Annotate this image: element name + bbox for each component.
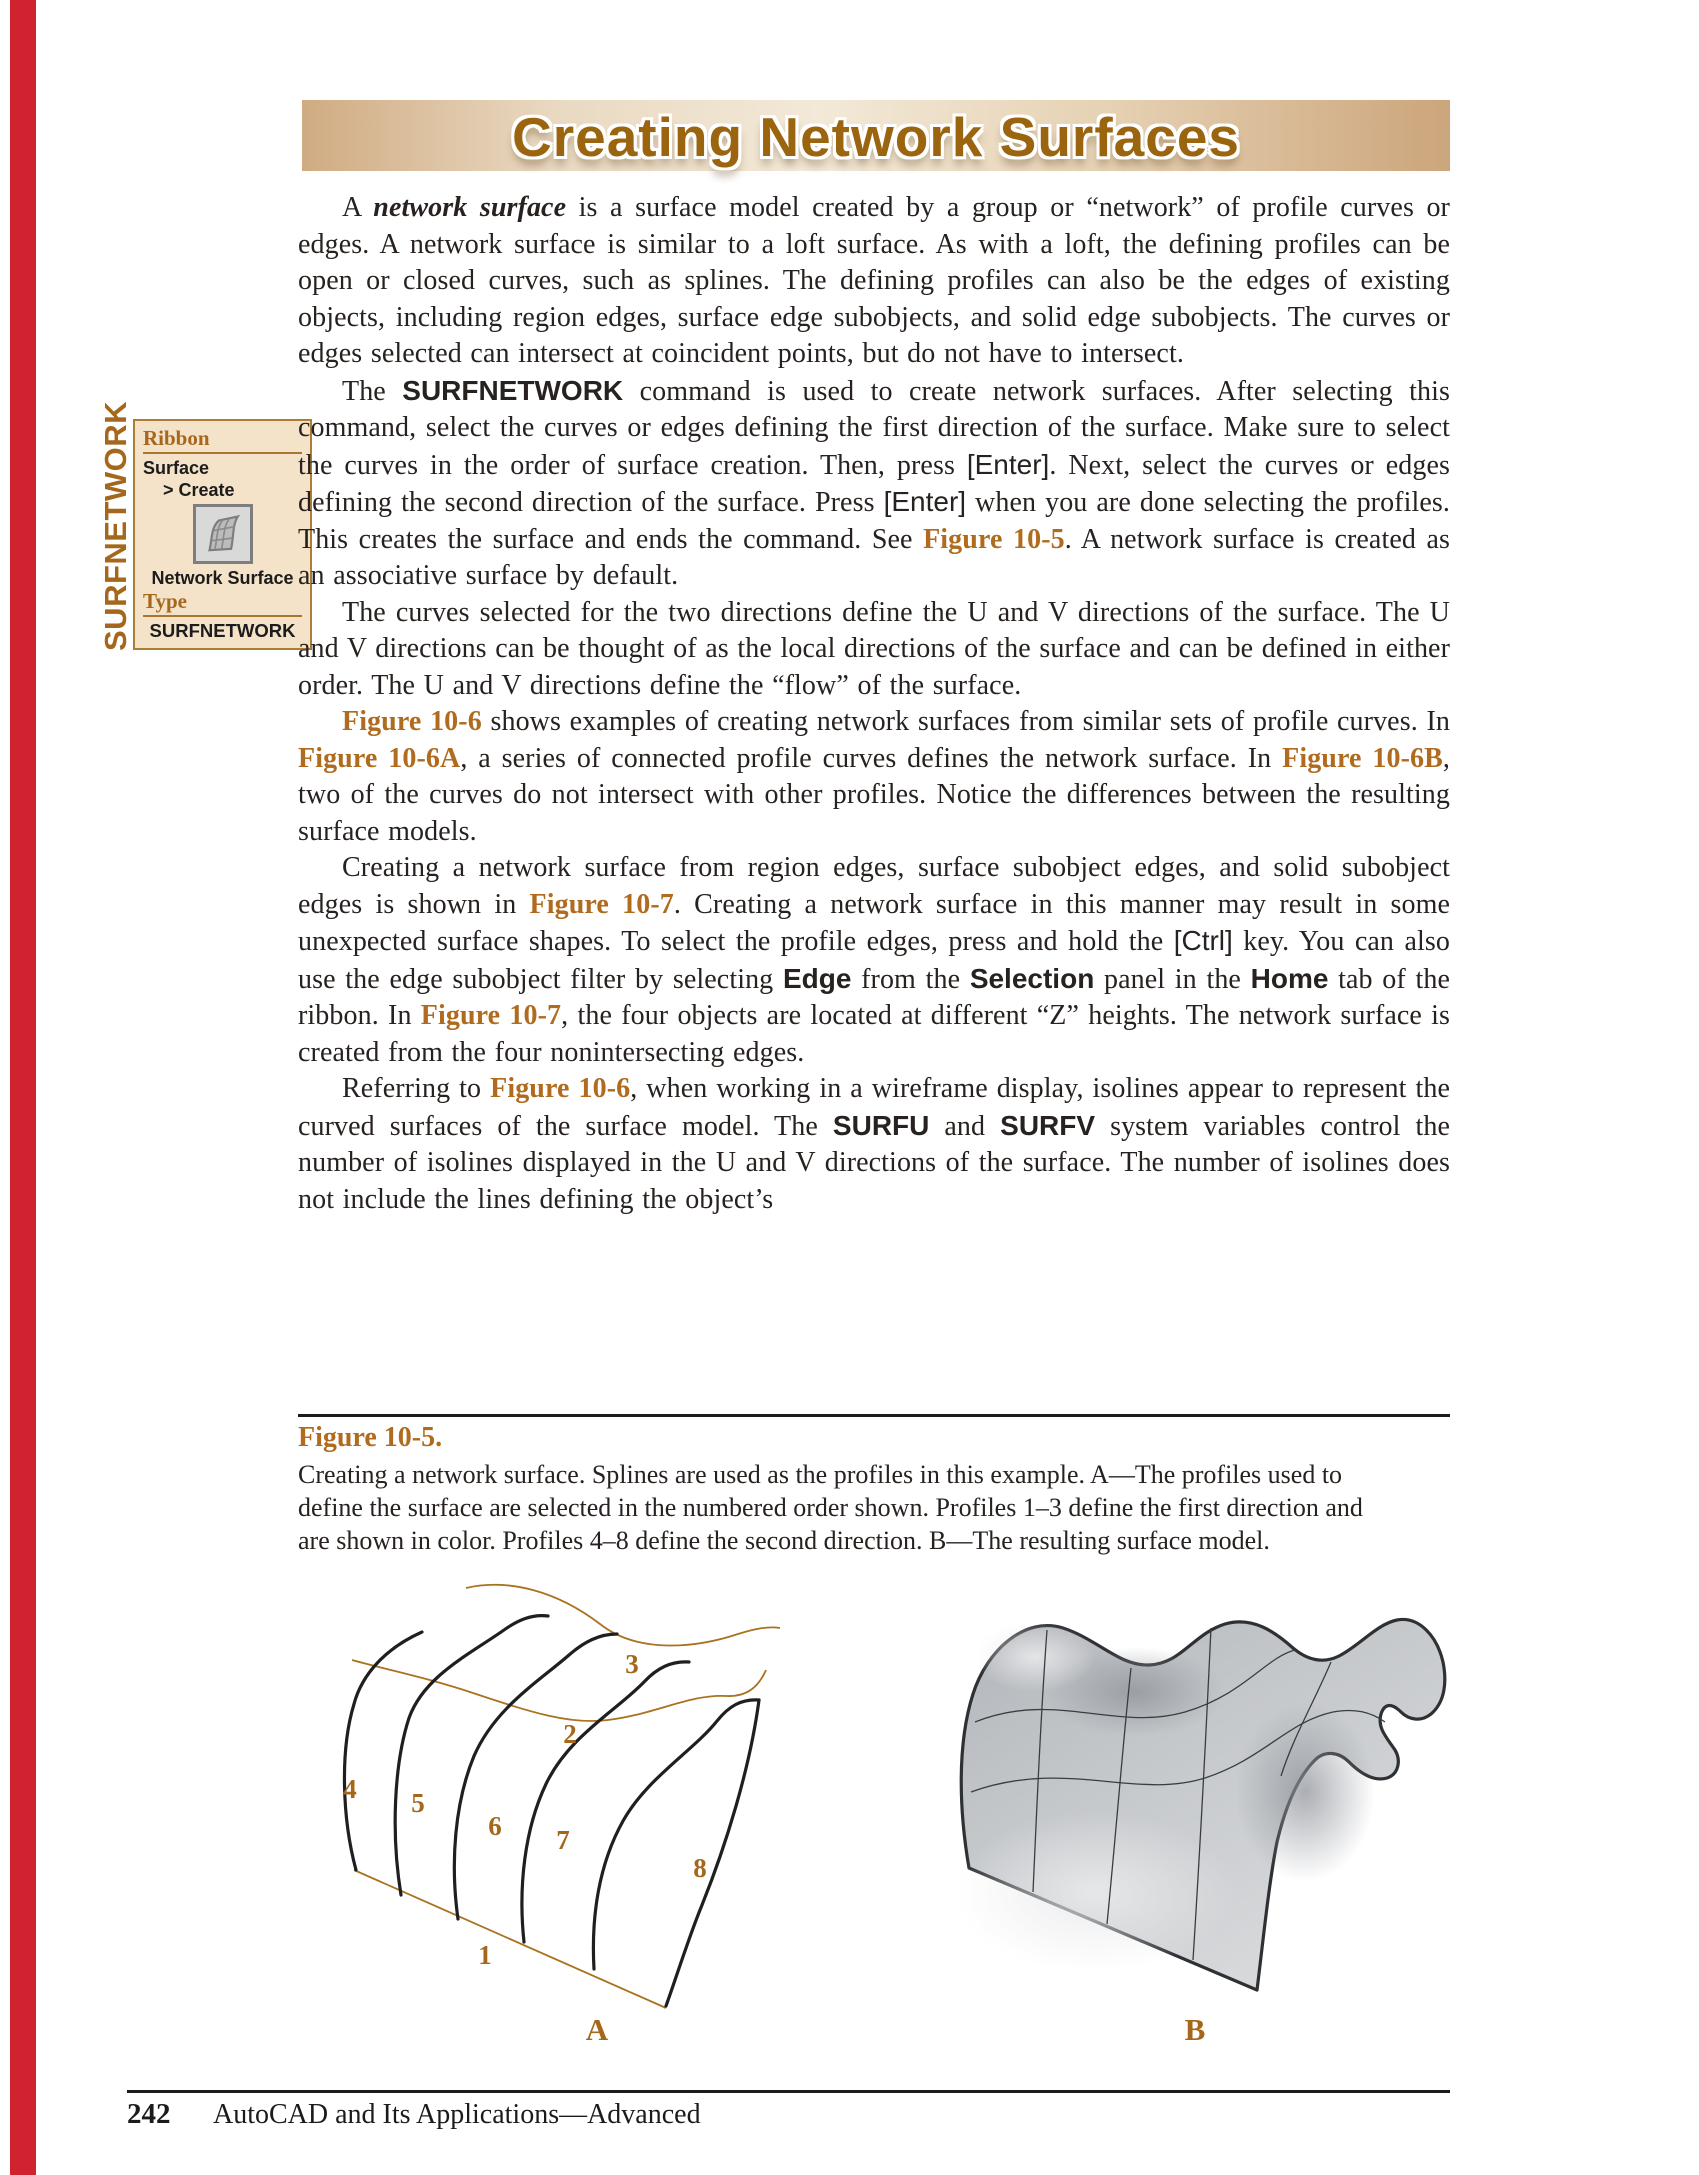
figure-caption: Creating a network surface. Splines are used as the profiles in this example. A—The profiles used to define the surface are selected in the numbered order shown. Profiles 1–3 define the first direction and are shown in color. Profiles 4–8 define the second direction. B—The resulting surface model. xyxy=(298,1460,1363,1555)
figure-b-label: B xyxy=(1184,2012,1206,2047)
profile-number: 5 xyxy=(411,1788,425,1818)
profile-number: 7 xyxy=(556,1825,570,1855)
surface-highlight xyxy=(955,1812,1235,1972)
page-title: Creating Network Surfaces xyxy=(512,106,1240,168)
body-paragraph: A network surface is a surface model created by a group or “network” of profile curves or edges. A network surface is similar to a loft surface. As with a loft, the defining profiles can be open or closed curves, such as splines. The defining profiles can also be the edges of existing objects, including region edges, surface edge subobjects, and solid edge subobjects. The curves or edges selected can intersect at coincident points, but do not have to intersect. xyxy=(298,192,1450,369)
profile-number: 3 xyxy=(625,1649,639,1679)
profile-number: 2 xyxy=(563,1719,577,1749)
menu-path-root: Surface xyxy=(143,458,210,478)
surface-highlight xyxy=(975,1622,1095,1692)
divider xyxy=(143,452,302,454)
figure-a-label: A xyxy=(585,2012,609,2047)
figure-a-drawing xyxy=(238,1578,803,2033)
command-name: SURFNETWORK xyxy=(149,620,296,641)
body-paragraph: The curves selected for the two directions define the U and V directions of the surface. The U and V directions can be thought of as the local directions of the surface and can be defined in either order. The U and V directions define the “flow” of the surface. xyxy=(298,596,1450,701)
body-paragraph: The SURFNETWORK command is used to create network surfaces. After selecting this command, select the curves or edges defining the first direction of the surface. Make sure to select the curves in the order of surface creation. Then, press [Enter]. Next, select the curves or edges defining the second direction of the surface. Press [Enter] when you are done selecting the profiles. This creates the surface and ends the command. See Figure 10-5. A network surface is created as an associative surface by default. xyxy=(298,374,1450,591)
profile-number-labels xyxy=(343,1649,707,1970)
surface-shadow xyxy=(1235,1702,1375,1882)
ribbon-reference-box xyxy=(133,419,312,650)
title-banner xyxy=(302,100,1450,171)
profile-number: 8 xyxy=(693,1853,707,1883)
network-surface-icon xyxy=(193,504,253,564)
body-paragraph: Figure 10-6 shows examples of creating network surfaces from similar sets of profile curves. In Figure 10-6A, a series of connected profile curves defines the network surface. In Figure 10-6B, two of the curves do not intersect with other profiles. Notice the differences between the resulting surface models. xyxy=(298,706,1450,847)
figure-divider xyxy=(298,1414,1450,1417)
profile-number: 1 xyxy=(478,1940,492,1970)
profile-number: 6 xyxy=(488,1811,502,1841)
body-paragraph: Creating a network surface from region edges, surface subobject edges, and solid subobject edges is shown in Figure 10-7. Creating a network surface in this manner may result in some unexpected surface shapes. To select the profile edges, press and hold the [Ctrl] key. You can also use the edge subobject filter by selecting Edge from the Selection panel in the Home tab of the ribbon. In Figure 10-7, the four objects are located at different “Z” heights. The network surface is created from the four nonintersecting edges. xyxy=(298,852,1450,1068)
figure-b-drawing xyxy=(935,1562,1495,2032)
icon-caption: Network Surface xyxy=(151,568,294,588)
ribbon-heading: Ribbon xyxy=(143,426,210,450)
footer-rule xyxy=(127,2090,1450,2093)
red-page-edge-tab xyxy=(10,0,36,2175)
divider xyxy=(143,615,302,617)
vertical-command-label: SURFNETWORK xyxy=(98,400,133,651)
body-text xyxy=(298,190,1450,1218)
figure-label: Figure 10-5. xyxy=(298,1422,443,1453)
body-paragraph: Referring to Figure 10-6, when working in a wireframe display, isolines appear to represent the curved surfaces of the surface model. The SURFU and SURFV system variables control the number of isolines displayed in the U and V directions of the surface. The number of isolines does not include the lines defining the object’s xyxy=(298,1073,1450,1215)
footer-book-title: AutoCAD and Its Applications—Advanced xyxy=(213,2099,701,2130)
network-surface-icon-glyph xyxy=(196,507,250,561)
menu-path-child: > Create xyxy=(163,480,235,500)
footer-page-number: 242 xyxy=(127,2098,171,2130)
type-heading: Type xyxy=(143,589,187,613)
profile-number: 4 xyxy=(343,1774,357,1804)
